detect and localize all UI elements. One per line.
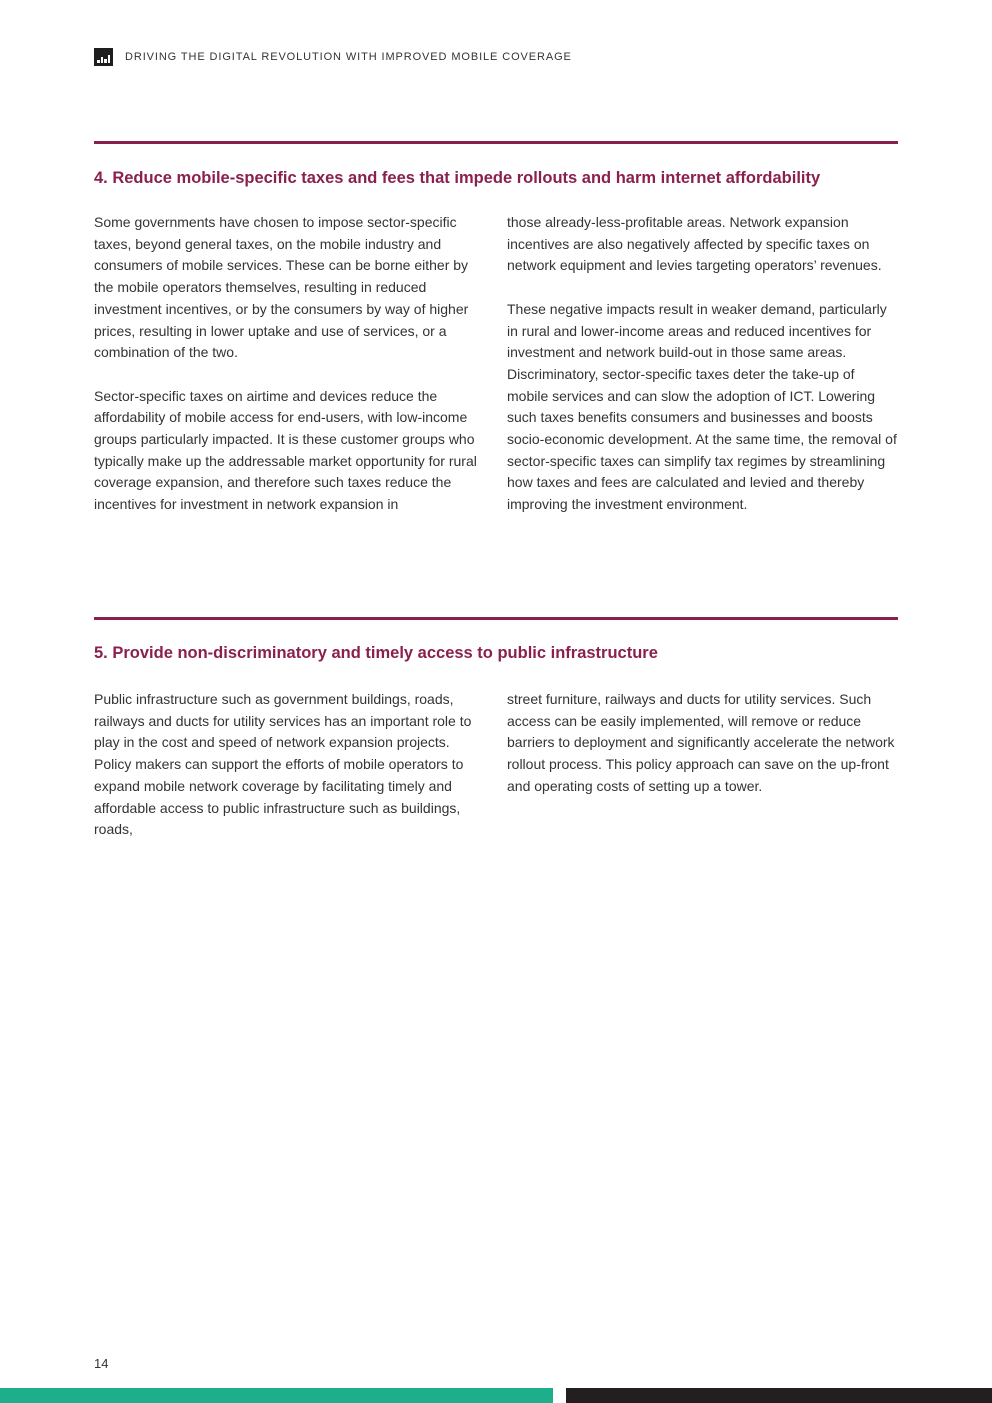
paragraph: Public infrastructure such as government buildings, roads, railways and ducts for utility services has an important role to play in the cost and speed of network expansion projects. Policy makers can support the efforts of mobile operators to expand mobile network coverage by facilitating timely and affordable access to public infrastructure such as buildings, roads, — [94, 691, 472, 838]
right-column — [507, 212, 898, 516]
bar-chart-icon — [94, 48, 113, 66]
page-number: 14 — [94, 1356, 109, 1371]
paragraph: Sector-specific taxes on airtime and devices reduce the affordability of mobile access for end-users, with low-income groups particularly impacted. It is these customer groups who typically make up the addressable market opportunity for rural coverage expansion, and therefore such taxes reduce the incentives for investment in network expansion in — [94, 387, 477, 513]
section-divider — [94, 617, 898, 620]
running-header — [94, 48, 572, 66]
paragraph: Some governments have chosen to impose sector-specific taxes, beyond general taxes, on the mobile industry and consumers of mobile services. These can be borne either by the mobile operators themselves, resulting in reduced investment incentives, or by the consumers by way of higher prices, resulting in lower uptake and use of services, or a combination of the two. — [94, 214, 469, 361]
footer-bar-dark — [566, 1388, 992, 1403]
paragraph: street furniture, railways and ducts for utility services. Such access can be easily implemented, will remove or reduce barriers to deployment and significantly accelerate the network rollout process. This policy approach can save on the up-front and operating costs of setting up a tower. — [507, 691, 895, 794]
section-heading: 4. Reduce mobile-specific taxes and fees that impede rollouts and harm internet affordability — [94, 169, 821, 187]
section-reduce-taxes — [94, 141, 898, 513]
footer-bar-green — [0, 1388, 553, 1403]
right-column — [507, 689, 898, 798]
section-heading: 5. Provide non-discriminatory and timely access to public infrastructure — [94, 644, 658, 662]
paragraph: These negative impacts result in weaker demand, particularly in rural and lower-income areas and reduced incentives for investment and network build-out in those same areas. Discriminatory, sector-specific taxes deter the take-up of mobile services and can slow the adoption of ICT. Lowering such taxes benefits consumers and businesses and boosts socio-economic development. At the same time, the removal of sector-specific taxes can simplify tax regimes by streamlining how taxes and fees are calculated and levied and thereby improving the investment environment. — [507, 300, 897, 513]
document-title: DRIVING THE DIGITAL REVOLUTION WITH IMPROVED MOBILE COVERAGE — [125, 51, 572, 63]
left-column — [94, 689, 484, 841]
section-public-infrastructure — [94, 617, 898, 838]
section-divider — [94, 141, 898, 144]
paragraph: those already-less-profitable areas. Network expansion incentives are also negatively affected by specific taxes on network equipment and levies targeting operators’ revenues. — [507, 214, 882, 274]
left-column — [94, 212, 484, 516]
